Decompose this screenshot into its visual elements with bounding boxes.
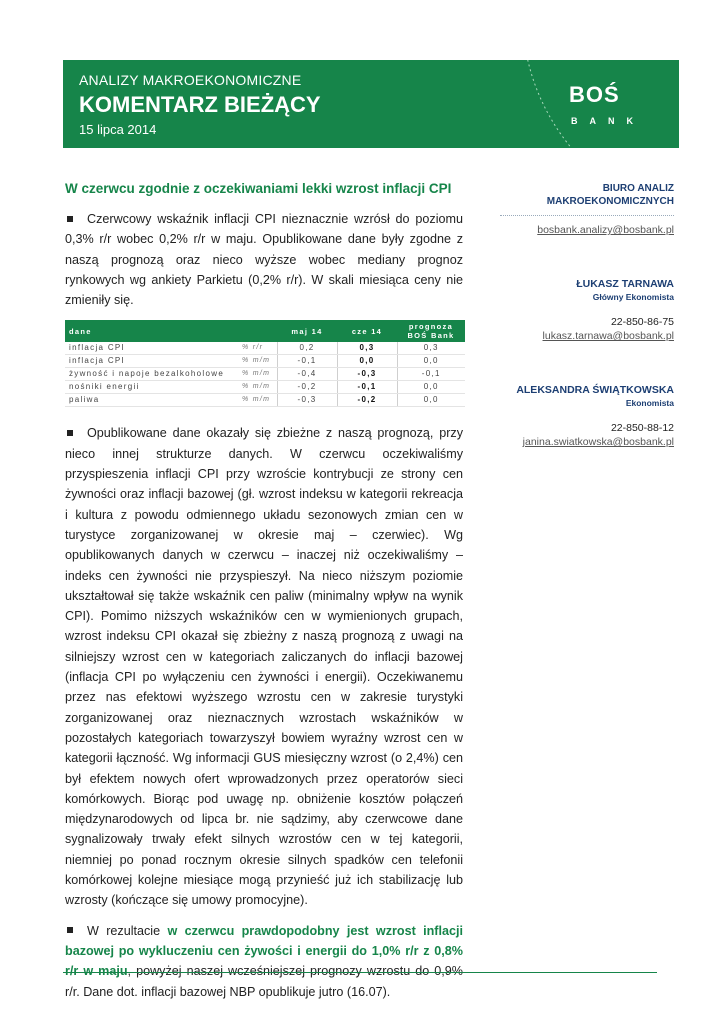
paragraph-2-text: Opublikowane dane okazały się zbieżne z naszą prognozą, przy nieco innej strukturze danych. W czerwcu oczekiwaliśmy przyspieszenia inflacji CPI przy wzroście kontrybucji ze strony cen żywności oraz inflacji bazowej (gł. wzrost indeksu w kategorii rekreacja i kultura z powodu odmiennego układu sezonowych zmian cen w turystyce zorganizowanej w okresie maj – czerwiec). Wg opublikowanych danych w czerwcu – inaczej niż oczekiwaliśmy – indeks cen żywności nie przyspieszył. Na nieco niższym poziomie ukształtował się także wskaźnik cen paliw (minimalny wpływ na wynik CPI). Pomimo niższych wskaźników cen w wymienionych grupach, wzrost indeksu CPI okazał się zbieżny z naszą prognozą z uwagi na silniejszy wzrost cen w kategoriach zaliczanych do inflacji bazowej (inflacja CPI po wyłączeniu cen żywności i energii). Oczekiwanemu przez nas efektowi wyższego wzrostu cen w zakresie turystyki zorganizowanej oraz nieznacznych wzrostach wskaźników w pozostałych kategoriach towarzyszył bowiem wyraźny wzrost cen w kategorii łączność. Wg informacji GUS miesięczny wzrost (o 2,4%) cen był efektem nowych ofert wprowadzonych przez operatorów sieci komórkowych. Biorąc pod uwagę np. obniżenie kosztów połączeń międzynarodowych od lipca br. nie sądzimy, aby czerwcowe dane sygnalizowały trwały efekt silnych wzrostów cen w tej kategorii, niemniej po ponad rocznym okresie silnych spadków cen telefonii komórkowej kolejne miesiące mogą przynieść już ich stabilizację lub wzrosty (kończące się umowy promocyjne).: [65, 426, 463, 908]
logo-sub-text: BANK: [571, 116, 645, 126]
row-label: nośniki energii: [65, 381, 238, 394]
report-category: ANALIZY MAKROEKONOMICZNE: [79, 72, 302, 88]
contact-role: Ekonomista: [625, 398, 674, 408]
col-header-data: dane: [65, 320, 277, 342]
contact-role: Główny Ekonomista: [592, 292, 674, 302]
article-body: [63, 180, 463, 1012]
col-header-forecast: prognoza BOŚ Bank: [397, 320, 465, 342]
row-unit: % m/m: [238, 394, 277, 407]
contact-phone: 22-850-88-12: [610, 422, 674, 434]
cell-june: -0,2: [337, 394, 397, 407]
table-row: [65, 381, 465, 394]
paragraph-3: [65, 921, 463, 1002]
cell-forecast: 0,0: [397, 381, 465, 394]
row-unit: % m/m: [238, 381, 277, 394]
square-bullet-icon: [67, 430, 73, 436]
paragraph-1-text: Czerwcowy wskaźnik inflacji CPI nieznacznie wzrósł do poziomu 0,3% r/r wobec 0,2% r/r w maju. Opublikowane dane były zgodne z naszą prognozą oraz nieco wyższe wobec mediany prognoz rynkowych wg ankiety Parkietu (0,2% r/r). W skali miesiąca ceny nie zmieniły się.: [65, 212, 463, 308]
cell-june: 0,3: [337, 342, 397, 355]
cell-forecast: -0,1: [397, 368, 465, 381]
inflation-table: [65, 320, 465, 407]
department-email-link[interactable]: bosbank.analizy@bosbank.pl: [537, 224, 674, 236]
footer-divider: [63, 972, 657, 973]
report-header: [63, 60, 679, 148]
col-header-may: maj 14: [277, 320, 337, 342]
paragraph-1: [65, 209, 463, 310]
paragraph-3-highlight: w czerwcu prawdopodobny jest wzrost inflacji bazowej po wykluczeniu cen żywości i energii do 1,0% r/r z 0,8%: [65, 923, 463, 958]
table-header-row: [65, 320, 465, 342]
col-header-june: cze 14: [337, 320, 397, 342]
cell-may: -0,4: [277, 368, 337, 381]
row-label: inflacja CPI: [65, 342, 238, 355]
row-label: żywność i napoje bezalkoholowe: [65, 368, 238, 381]
cell-forecast: 0,0: [397, 394, 465, 407]
table-row: [65, 342, 465, 355]
sidebar-department: [500, 182, 674, 236]
contact-phone: 22-850-86-75: [610, 316, 674, 328]
cell-may: -0,2: [277, 381, 337, 394]
cell-may: -0,1: [277, 355, 337, 368]
row-unit: % r/r: [238, 342, 277, 355]
row-label: paliwa: [65, 394, 238, 407]
paragraph-3-suffix: r/r. Dane dot. inflacji bazowej NBP opublikuje jutro (16.07).: [65, 984, 391, 999]
row-label: inflacja CPI: [65, 355, 238, 368]
contact-name: ALEKSANDRA ŚWIĄTKOWSKA: [516, 384, 674, 396]
cell-june: -0,1: [337, 381, 397, 394]
cell-june: 0,0: [337, 355, 397, 368]
logo-main-text: BOŚ: [569, 82, 620, 107]
square-bullet-icon: [67, 216, 73, 222]
cell-june: -0,3: [337, 368, 397, 381]
cell-may: -0,3: [277, 394, 337, 407]
paragraph-2: [65, 423, 463, 910]
cell-forecast: 0,3: [397, 342, 465, 355]
report-title: KOMENTARZ BIEŻĄCY: [79, 92, 321, 117]
bos-bank-logo: [569, 82, 645, 132]
department-name: BIURO ANALIZ MAKROEKONOMICZNYCH: [546, 183, 674, 207]
sidebar-contact-2: [500, 384, 674, 448]
article-headline: W czerwcu zgodnie z oczekiwaniami lekki wzrost inflacji CPI: [65, 181, 452, 196]
paragraph-3-prefix: W rezultacie: [87, 923, 168, 938]
table-row: [65, 368, 465, 381]
row-unit: % m/m: [238, 368, 277, 381]
divider: [500, 214, 674, 216]
sidebar-contact-1: [500, 278, 674, 342]
row-unit: % m/m: [238, 355, 277, 368]
cell-forecast: 0,0: [397, 355, 465, 368]
cell-may: 0,2: [277, 342, 337, 355]
contact-name: ŁUKASZ TARNAWA: [576, 278, 674, 290]
contact-email-link[interactable]: lukasz.tarnawa@bosbank.pl: [542, 330, 674, 342]
square-bullet-icon: [67, 927, 73, 933]
table-row: [65, 394, 465, 407]
contact-email-link[interactable]: janina.swiatkowska@bosbank.pl: [522, 436, 674, 448]
report-date: 15 lipca 2014: [79, 122, 157, 137]
table-row: [65, 355, 465, 368]
